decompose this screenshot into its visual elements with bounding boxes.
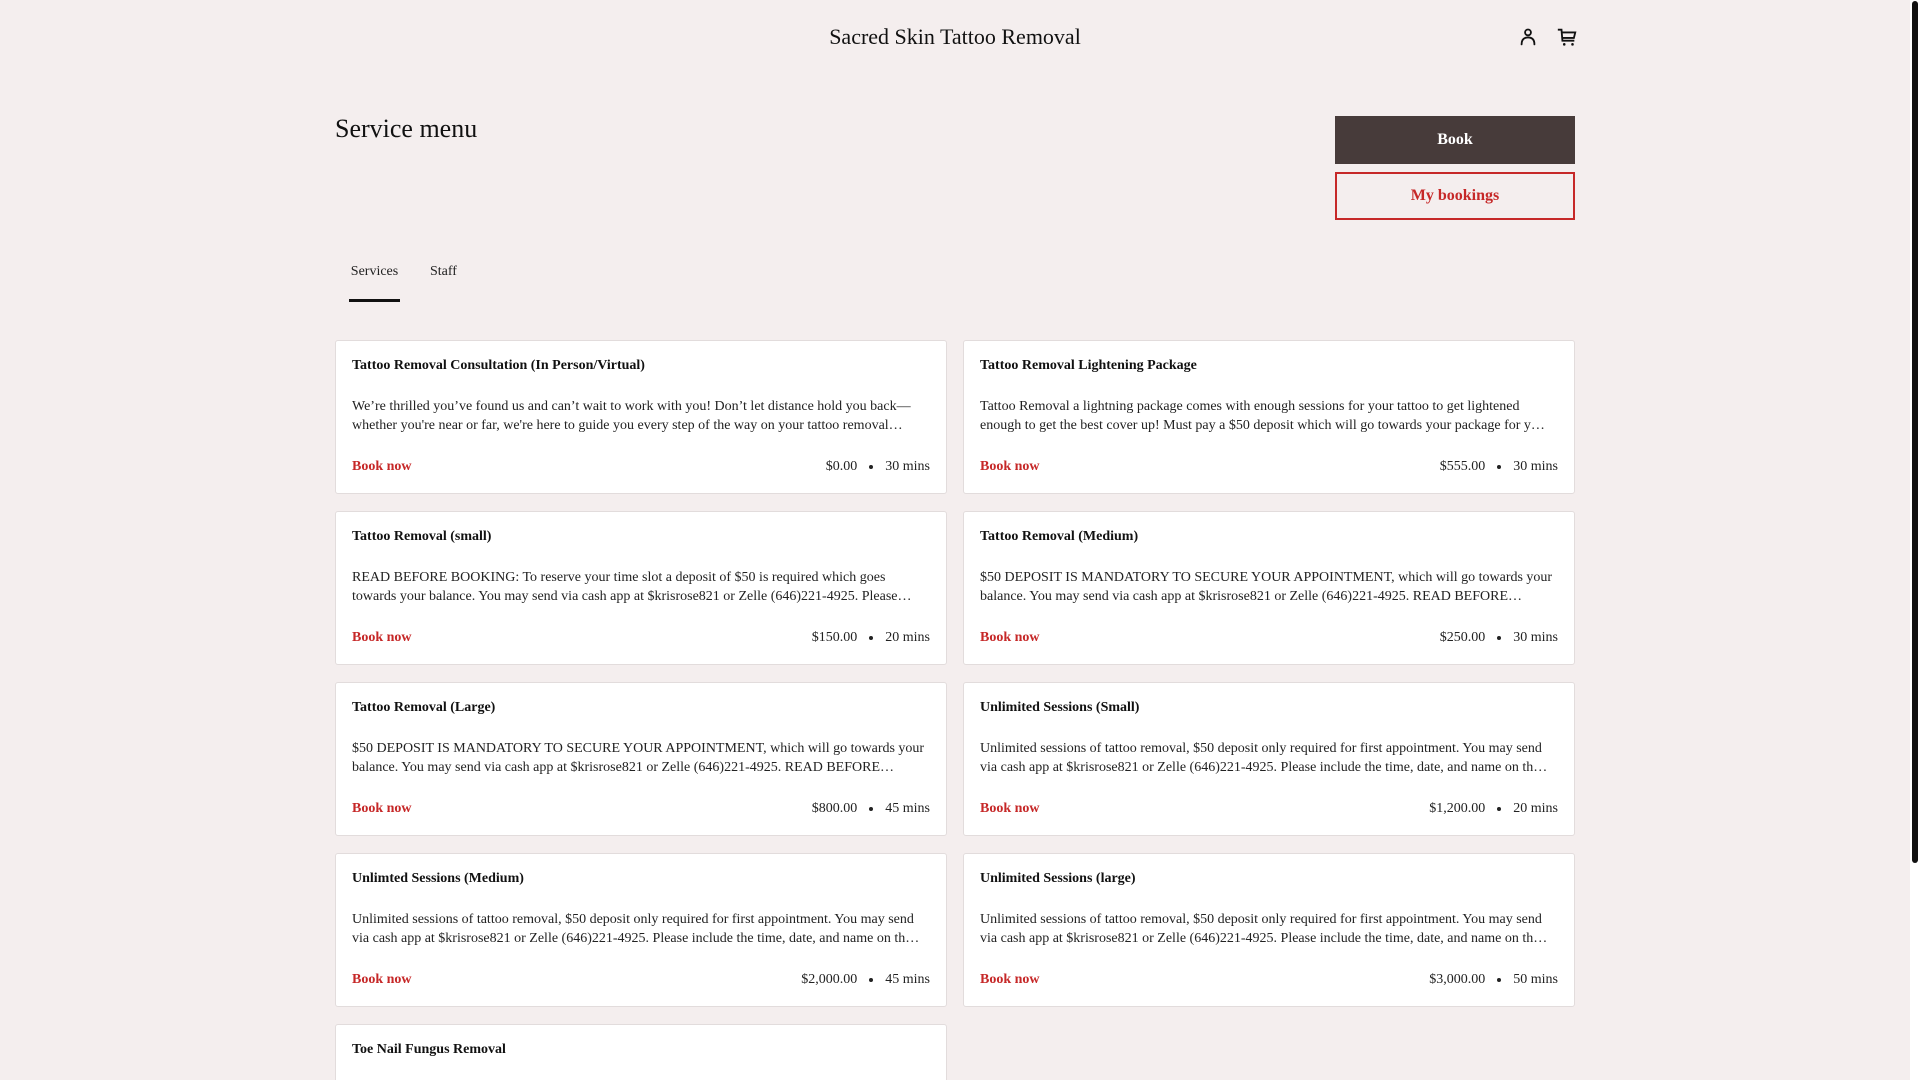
service-duration: 30 mins — [885, 459, 930, 474]
service-card[interactable] — [335, 340, 947, 494]
book-now-link[interactable]: Book now — [352, 972, 412, 987]
book-now-link[interactable]: Book now — [980, 459, 1040, 474]
service-price: $150.00 — [811, 630, 858, 645]
service-description: Unlimited sessions of tattoo removal, $50 deposit only required for first appointment. You may send via cash app at $krisrose821 or Zelle (646)221-4925. Please include the time, date, and name on th… — [980, 741, 1548, 775]
book-now-link[interactable]: Book now — [352, 630, 412, 645]
service-description: Unlimited sessions of tattoo removal, $50 deposit only required for first appointment. You may send via cash app at $krisrose821 or Zelle (646)221-4925. Please include the time, date, and name on th… — [352, 912, 920, 946]
bullet-separator — [869, 978, 873, 982]
bullet-separator — [1497, 636, 1501, 640]
cart-icon[interactable] — [1556, 26, 1578, 48]
service-title: Tattoo Removal (Medium) — [980, 529, 1139, 544]
service-price: $555.00 — [1439, 459, 1486, 474]
service-title: Unlimted Sessions (Medium) — [352, 871, 524, 886]
service-duration: 45 mins — [885, 801, 930, 816]
account-icon[interactable] — [1517, 26, 1539, 48]
service-description: $50 DEPOSIT IS MANDATORY TO SECURE YOUR APPOINTMENT, which will go towards your balance. You may send via cash app at $krisrose821 or Zelle (646)221-4925. READ BEFORE… — [352, 741, 925, 775]
service-description: Unlimited sessions of tattoo removal, $50 deposit only required for first appointment. You may send via cash app at $krisrose821 or Zelle (646)221-4925. Please include the time, date, and name on th… — [980, 912, 1548, 946]
my-bookings-button[interactable]: My bookings — [1335, 172, 1575, 220]
service-meta — [1440, 459, 1558, 475]
service-price: $3,000.00 — [1429, 972, 1486, 987]
site-title[interactable]: Sacred Skin Tattoo Removal — [829, 24, 1081, 49]
service-list — [335, 340, 1575, 1080]
book-button[interactable]: Book — [1335, 116, 1575, 164]
service-title: Unlimited Sessions (large) — [980, 871, 1136, 886]
service-footer — [352, 459, 930, 475]
service-price: $250.00 — [1439, 630, 1486, 645]
service-meta — [1440, 630, 1558, 646]
bullet-separator — [869, 636, 873, 640]
service-card[interactable] — [335, 1024, 947, 1080]
service-duration: 45 mins — [885, 972, 930, 987]
scrollbar-thumb[interactable] — [1912, 1, 1918, 863]
tab-services[interactable]: Services — [349, 262, 400, 302]
service-title: Tattoo Removal Lightening Package — [980, 358, 1197, 373]
service-title: Tattoo Removal (Large) — [352, 700, 496, 715]
tab-bar — [349, 262, 457, 302]
book-now-link[interactable]: Book now — [980, 630, 1040, 645]
service-price: $800.00 — [811, 801, 858, 816]
service-meta — [801, 972, 930, 988]
service-meta — [812, 801, 930, 817]
service-duration: 20 mins — [1513, 801, 1558, 816]
service-meta — [812, 630, 930, 646]
service-card[interactable] — [335, 682, 947, 836]
bullet-separator — [869, 465, 873, 469]
bullet-separator — [1497, 465, 1501, 469]
service-price: $0.00 — [825, 459, 858, 474]
book-now-link[interactable]: Book now — [352, 801, 412, 816]
book-now-link[interactable]: Book now — [980, 972, 1040, 987]
service-duration: 30 mins — [1513, 459, 1558, 474]
service-card[interactable] — [335, 853, 947, 1007]
service-card[interactable] — [963, 340, 1575, 494]
service-card[interactable] — [335, 511, 947, 665]
page-scrollbar[interactable] — [1910, 0, 1920, 1080]
service-card[interactable] — [963, 853, 1575, 1007]
service-title: Unlimited Sessions (Small) — [980, 700, 1140, 715]
page-title: Service menu — [335, 114, 478, 143]
service-duration: 50 mins — [1513, 972, 1558, 987]
book-now-link[interactable]: Book now — [352, 459, 412, 474]
bullet-separator — [1497, 807, 1501, 811]
service-card[interactable] — [963, 511, 1575, 665]
service-duration: 20 mins — [885, 630, 930, 645]
service-meta — [826, 459, 930, 475]
service-footer — [352, 972, 930, 988]
service-description: $50 DEPOSIT IS MANDATORY TO SECURE YOUR APPOINTMENT, which will go towards your balance. You may send via cash app at $krisrose821 or Zelle (646)221-4925. READ BEFORE… — [980, 570, 1553, 604]
service-footer — [980, 630, 1558, 646]
service-footer — [352, 630, 930, 646]
service-footer — [980, 972, 1558, 988]
service-title: Tattoo Removal Consultation (In Person/Virtual) — [352, 358, 645, 373]
service-footer — [980, 459, 1558, 475]
service-description: READ BEFORE BOOKING: To reserve your time slot a deposit of $50 is required which goes towards your balance. You may send via cash app at $krisrose821 or Zelle (646)221-4925. Please… — [352, 570, 912, 604]
service-meta — [1429, 972, 1558, 988]
service-price: $2,000.00 — [801, 972, 858, 987]
service-footer — [980, 801, 1558, 817]
service-title: Toe Nail Fungus Removal — [352, 1042, 506, 1057]
bullet-separator — [869, 807, 873, 811]
service-description: Tattoo Removal a lightning package comes with enough sessions for your tattoo to get lightened enough to get the best cover up! Must pay a $50 deposit which will go towards your package for y… — [980, 399, 1545, 433]
service-description: We’re thrilled you’ve found us and can’t wait to work with you! Don’t let distance hold you back—whether you're near or far, we're here to guide you every step of the way on your tattoo removal… — [352, 399, 911, 433]
service-meta — [1429, 801, 1558, 817]
service-price: $1,200.00 — [1429, 801, 1486, 816]
tab-staff[interactable]: Staff — [430, 264, 457, 279]
service-duration: 30 mins — [1513, 630, 1558, 645]
service-footer — [352, 801, 930, 817]
service-card[interactable] — [963, 682, 1575, 836]
book-now-link[interactable]: Book now — [980, 801, 1040, 816]
service-title: Tattoo Removal (small) — [352, 529, 492, 544]
bullet-separator — [1497, 978, 1501, 982]
